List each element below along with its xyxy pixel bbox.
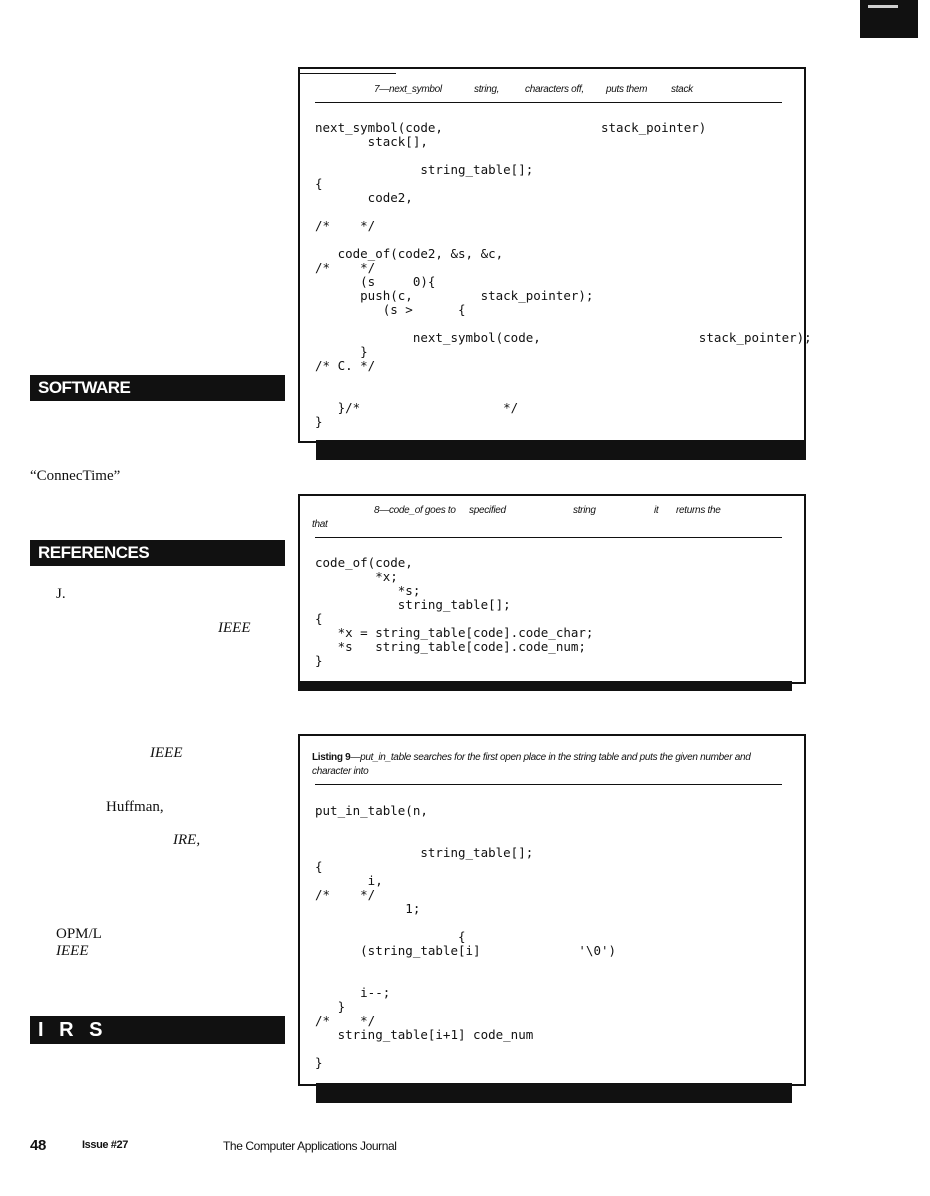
code-line (315, 373, 812, 387)
code-line: /* */ (315, 218, 376, 233)
listing-7-caption-rule (315, 102, 782, 103)
code-line (315, 972, 616, 986)
code-line: string_table[i+1] code_num (315, 1027, 534, 1042)
listing-8-code (315, 556, 593, 668)
code-line: { (315, 929, 466, 944)
code-line (315, 317, 812, 331)
code-line: (s > { (315, 302, 466, 317)
code-line (315, 387, 812, 401)
reference-fragment: OPM/L (56, 926, 102, 942)
code-line (315, 818, 616, 832)
code-line (315, 832, 616, 846)
software-heading: SOFTWARE (30, 375, 285, 401)
listing-8-caption-lead: 8—code_of goes to (374, 505, 456, 516)
page-number: 48 (30, 1137, 46, 1154)
code-line: next_symbol(code, stack_pointer) (315, 120, 707, 135)
code-line: (string_table[i] '\0') (315, 943, 617, 958)
listing-9-code (315, 804, 616, 1070)
listing-8-caption-rule (315, 537, 782, 538)
listing-9-caption-line2: character into (312, 766, 369, 777)
listing-7-shadow (316, 440, 806, 460)
listing-8-caption-word: it (654, 505, 659, 516)
listing-8-caption-word: specified (469, 505, 506, 516)
code-line: { (315, 176, 323, 191)
listing-7-caption-lead: 7—next_symbol (374, 84, 442, 95)
code-line: push(c, stack_pointer); (315, 288, 594, 303)
code-line: /* */ (315, 260, 376, 275)
code-line: } (315, 999, 346, 1014)
listing-9-caption-rule (315, 784, 782, 785)
listing-9-caption-text: —put_in_table searches for the first open place in the string table and puts the given number and (350, 752, 751, 763)
code-line: code_of(code, (315, 555, 413, 570)
connectime-text: “ConnecTime” (30, 468, 121, 484)
code-line: } (315, 653, 323, 668)
code-line: (s 0){ (315, 274, 436, 289)
reference-fragment: IEEE (56, 943, 89, 959)
code-line: /* C. */ (315, 358, 376, 373)
code-line (315, 149, 812, 163)
code-line: *s string_table[code].code_num; (315, 639, 586, 654)
reference-fragment: IEEE (218, 620, 251, 636)
listing-8-caption-word: that (312, 519, 328, 530)
code-line: string_table[]; (315, 597, 511, 612)
irs-heading: I R S (30, 1016, 285, 1044)
code-line: *s; (315, 583, 421, 598)
listing-7-caption-word: string, (474, 84, 500, 95)
code-line: *x = string_table[code].code_char; (315, 625, 594, 640)
code-line (315, 958, 616, 972)
code-line: /* */ (315, 887, 376, 902)
reference-fragment: IEEE (150, 745, 183, 761)
code-line (315, 1042, 616, 1056)
code-line: code_of(code2, &s, &c, (315, 246, 504, 261)
listing-8-caption-word: returns the (676, 505, 721, 516)
listing-7-caption-word: stack (671, 84, 693, 95)
code-line: stack[], (315, 134, 428, 149)
code-line: put_in_table(n, (315, 803, 428, 818)
code-line: string_table[]; (315, 162, 534, 177)
reference-fragment: Huffman, (106, 799, 164, 815)
issue-label: Issue #27 (82, 1139, 128, 1151)
listing-7-top-rule (300, 73, 396, 74)
listing-9-caption-number: Listing 9 (312, 752, 351, 763)
reference-fragment: J. (56, 586, 66, 602)
code-line (315, 205, 812, 219)
references-heading: REFERENCES (30, 540, 285, 566)
listing-8-caption-word: string (573, 505, 596, 516)
listing-7-caption-word: puts them (606, 84, 648, 95)
listing-9-shadow (316, 1083, 792, 1103)
listing-7-code (315, 121, 812, 429)
reference-fragment: IRE, (173, 832, 201, 848)
code-line: /* */ (315, 1013, 376, 1028)
code-line: } (315, 344, 368, 359)
code-line: i--; (315, 985, 391, 1000)
code-line: }/* */ (315, 400, 519, 415)
code-line: 1; (315, 901, 421, 916)
code-line: } (315, 1055, 323, 1070)
code-line (315, 916, 616, 930)
code-line: code2, (315, 190, 413, 205)
code-line: { (315, 611, 323, 626)
code-line: string_table[]; (315, 845, 534, 860)
code-line: *x; (315, 569, 398, 584)
journal-name: The Computer Applications Journal (223, 1139, 397, 1153)
code-line: } (315, 414, 323, 429)
code-line: { (315, 859, 323, 874)
code-line (315, 233, 812, 247)
listing-8-shadow (298, 681, 792, 691)
code-line: i, (315, 873, 383, 888)
listing-7-caption-word: characters off, (525, 84, 584, 95)
code-line: next_symbol(code, stack_pointer); (315, 330, 812, 345)
listing-9-caption-lead (312, 752, 750, 763)
page-corner-mark (868, 5, 898, 8)
